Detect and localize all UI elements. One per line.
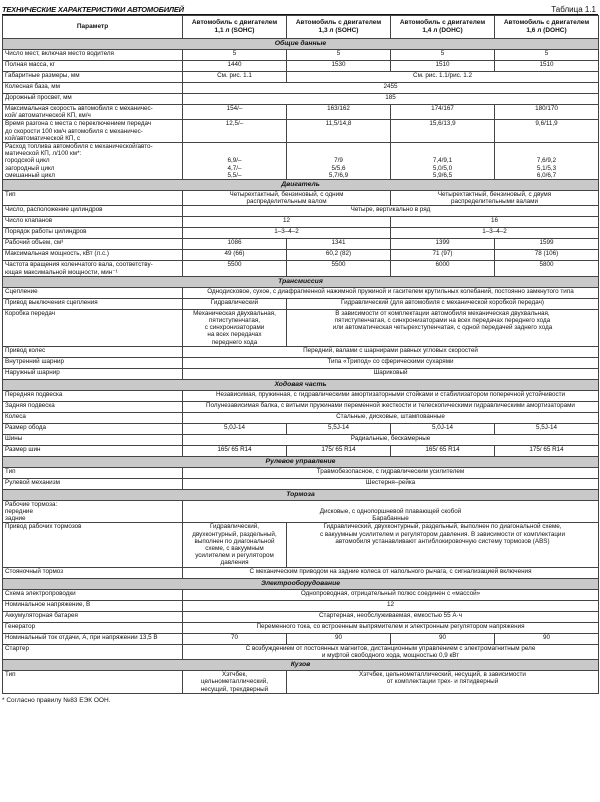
table-row xyxy=(3,423,599,434)
param-starter: Стартер xyxy=(3,644,183,659)
cell: 2455 xyxy=(183,83,599,94)
table-row xyxy=(3,357,599,368)
cell: Дисковые, с однопоршневой плавающей скобой Барабанные xyxy=(183,500,599,523)
table-row xyxy=(3,120,599,143)
param-body-type: Тип xyxy=(3,671,183,694)
param-current: Номинальный ток отдачи, А, при напряжении 13,5 В xyxy=(3,633,183,644)
table-row xyxy=(3,622,599,633)
cell: 165/ 65 R14 xyxy=(391,445,495,456)
table-row xyxy=(3,287,599,298)
table-row xyxy=(3,206,599,217)
header-engine-16: Автомобиль с двигателем 1,6 л (DOHC) xyxy=(495,16,599,39)
cell: Шариковый xyxy=(183,368,599,379)
table-row xyxy=(3,671,599,694)
document-title: ТЕХНИЧЕСКИЕ ХАРАКТЕРИСТИКИ АВТОМОБИЛЕЙ xyxy=(2,5,184,14)
param-voltage: Номинальное напряжение, В xyxy=(3,600,183,611)
cell: 1530 xyxy=(287,61,391,72)
cell: Четырехтактный, бензиновый, с двумя распределительными валами xyxy=(391,191,599,206)
cell: С механическим приводом на задние колеса от напольного рычага, с сигнализацией включения xyxy=(183,567,599,578)
cell: 6,9/– 4,7/– 5,5/– xyxy=(183,143,287,180)
table-row xyxy=(3,368,599,379)
cell: Стартерная, необслуживаемая, емкостью 55 А·ч xyxy=(183,611,599,622)
cell: 5800 xyxy=(495,261,599,276)
table-row xyxy=(3,50,599,61)
table-row xyxy=(3,94,599,105)
table-row xyxy=(3,143,599,180)
cell: Гидравлический xyxy=(183,298,287,309)
table-row xyxy=(3,261,599,276)
cell: Гидравлический, двухконтурный, раздельный, выполнен по диагональной схеме, с вакуумным усилителем и регулятором давления. В зависимости от комплектации автомобиля устанавливают антиблокировочную систему тормозов (ABS) xyxy=(287,523,599,567)
cell: 5 xyxy=(183,50,287,61)
table-row xyxy=(3,611,599,622)
table-row xyxy=(3,500,599,523)
param-fuel: Расход топлива автомобиля с механической/авто- матической КП, л/100 км*: городской цикл загородный цикл смешанный цикл xyxy=(3,143,183,180)
param-clutch-drive: Привод выключения сцепления xyxy=(3,298,183,309)
table-row xyxy=(3,478,599,489)
table-row xyxy=(3,445,599,456)
cell: 6000 xyxy=(391,261,495,276)
cell: 5,5J-14 xyxy=(287,423,391,434)
table-row xyxy=(3,191,599,206)
cell: Однопроводная, отрицательный полюс соединен с «массой» xyxy=(183,589,599,600)
param-speed: Максимальная скорость автомобиля с механичес- кой/ автоматической КП, км/ч xyxy=(3,105,183,120)
cell: 5500 xyxy=(183,261,287,276)
cell: 7/9 5/5,6 5,7/6,9 xyxy=(287,143,391,180)
param-rpm: Частота вращения коленчатого вала, соответству- ющая максимальной мощности, мин⁻¹ xyxy=(3,261,183,276)
cell: 5 xyxy=(495,50,599,61)
param-brake-drive: Привод рабочих тормозов xyxy=(3,523,183,567)
footnote: * Согласно правилу №83 ЕЭК ООН. xyxy=(2,696,111,704)
cell: 16 xyxy=(391,217,599,228)
cell: 1086 xyxy=(183,239,287,250)
cell: Полунезависимая балка, с витыми пружинами переменной жесткости и телескопическими гидравлическими амортизаторами xyxy=(183,401,599,412)
cell: Однодисковое, сухое, с диафрагменной нажимной пружиной и гасителем крутильных колебаний, постоянно замкнутого типа xyxy=(183,287,599,298)
param-clearance: Дорожный просвет, мм xyxy=(3,94,183,105)
cell: Передний, валами с шарнирами равных угловых скоростей xyxy=(183,346,599,357)
param-inner-joint: Внутренний шарнир xyxy=(3,357,183,368)
table-row xyxy=(3,644,599,659)
cell: 5,0J-14 xyxy=(183,423,287,434)
cell: 1–3–4–2 xyxy=(183,228,391,239)
cell: 15,6/13,9 xyxy=(391,120,495,143)
table-row xyxy=(3,434,599,445)
cell: Гидравлический, двухконтурный, раздельный, выполнен по диагональной схеме, с вакуумным усилителем и регулятором давления xyxy=(183,523,287,567)
param-dims: Габаритные размеры, мм xyxy=(3,72,183,83)
param-wheels: Колеса xyxy=(3,412,183,423)
cell: 90 xyxy=(495,633,599,644)
cell: См. рис. 1.1 xyxy=(183,72,287,83)
table-row xyxy=(3,309,599,346)
cell: С возбуждением от постоянных магнитов, дистанционным управлением с электромагнитным реле и муфтой свободного хода, мощностью 0,9 кВт xyxy=(183,644,599,659)
cell: 174/167 xyxy=(391,105,495,120)
section-general: Общие данные xyxy=(3,39,599,50)
cell: В зависимости от комплектации автомобиля механическая двухвальная, пятиступенчатая, с синхронизаторами на всех передачах переднего хода или автоматическая четырехступенчатая, с одной передачей заднего хода xyxy=(287,309,599,346)
cell: 180/170 xyxy=(495,105,599,120)
cell: 7,6/9,2 5,1/5,3 6,0/6,7 xyxy=(495,143,599,180)
table-row xyxy=(3,567,599,578)
cell: 1599 xyxy=(495,239,599,250)
cell: 49 (66) xyxy=(183,250,287,261)
section-body: Кузов xyxy=(3,660,599,671)
param-valves: Число клапанов xyxy=(3,217,183,228)
cell: Независимая, пружинная, с гидравлическими амортизаторными стойками и стабилизатором поперечной устойчивости xyxy=(183,390,599,401)
header-engine-11: Автомобиль с двигателем 1,1 л (SOHC) xyxy=(183,16,287,39)
cell: Четырехтактный, бензиновый, с одним распределительным валом xyxy=(183,191,391,206)
param-gearbox: Коробка передач xyxy=(3,309,183,346)
param-parking-brake: Стояночный тормоз xyxy=(3,567,183,578)
cell: 70 xyxy=(183,633,287,644)
header-engine-14: Автомобиль с двигателем 1,4 л (DOHC) xyxy=(391,16,495,39)
cell: 9,6/11,9 xyxy=(495,120,599,143)
param-power: Максимальная мощность, кВт (л.с.) xyxy=(3,250,183,261)
table-row xyxy=(3,523,599,567)
section-electrical: Электрооборудование xyxy=(3,578,599,589)
param-work-brakes: Рабочие тормоза: передние задние xyxy=(3,500,183,523)
section-transmission: Трансмиссия xyxy=(3,276,599,287)
cell: Гидравлический (для автомобиля с механической коробкой передач) xyxy=(287,298,599,309)
cell: 154/– xyxy=(183,105,287,120)
section-brakes: Тормоза xyxy=(3,489,599,500)
table-row xyxy=(3,83,599,94)
header-row xyxy=(3,16,599,39)
cell: Типа «Трипод» со сферическими сухарями xyxy=(183,357,599,368)
header-engine-13: Автомобиль с двигателем 1,3 л (SOHC) xyxy=(287,16,391,39)
param-generator: Генератор xyxy=(3,622,183,633)
cell: 163/162 xyxy=(287,105,391,120)
param-mass: Полная масса, кг xyxy=(3,61,183,72)
table-row xyxy=(3,412,599,423)
cell: 1–3–4–2 xyxy=(391,228,599,239)
cell: См. рис. 1.1/рис. 1.2 xyxy=(287,72,599,83)
param-cylinders: Число, расположение цилиндров xyxy=(3,206,183,217)
param-rim: Размер обода xyxy=(3,423,183,434)
cell: 90 xyxy=(391,633,495,644)
table-row xyxy=(3,600,599,611)
param-wheel-drive: Привод колес xyxy=(3,346,183,357)
table-row xyxy=(3,346,599,357)
table-row xyxy=(3,467,599,478)
param-engine-type: Тип xyxy=(3,191,183,206)
cell: 60,2 (82) xyxy=(287,250,391,261)
table-row xyxy=(3,228,599,239)
cell: 185 xyxy=(183,94,599,105)
param-rear-suspension: Задняя подвеска xyxy=(3,401,183,412)
cell: 11,5/14,8 xyxy=(287,120,391,143)
cell: 71 (97) xyxy=(391,250,495,261)
cell: Переменного тока, со встроенным выпрямителем и электронным регулятором напряжения xyxy=(183,622,599,633)
cell: 5 xyxy=(287,50,391,61)
cell: Хэтчбек, цельнометаллический, несущий, в зависимости от комплектации трех- и пятидверный xyxy=(287,671,599,694)
table-row xyxy=(3,105,599,120)
cell: 12 xyxy=(183,217,391,228)
table-row xyxy=(3,633,599,644)
cell: 165/ 65 R14 xyxy=(183,445,287,456)
param-volume: Рабочий объем, см³ xyxy=(3,239,183,250)
cell: 12 xyxy=(183,600,599,611)
param-firing-order: Порядок работы цилиндров xyxy=(3,228,183,239)
param-wiring: Схема электропроводки xyxy=(3,589,183,600)
table-row xyxy=(3,250,599,261)
cell: Механическая двухвальная, пятиступенчатая, с синхронизаторами на всех передачах переднего хода xyxy=(183,309,287,346)
table-row xyxy=(3,589,599,600)
cell: 175/ 65 R14 xyxy=(287,445,391,456)
cell: 5,0J-14 xyxy=(391,423,495,434)
section-engine: Двигатель xyxy=(3,180,599,191)
cell: Хэтчбек, цельнометаллический, несущий, трехдверный xyxy=(183,671,287,694)
cell: Четыре, вертикально в ряд xyxy=(183,206,599,217)
table-row xyxy=(3,239,599,250)
param-accel: Время разгона с места с переключением передач до скорости 100 км/ч автомобиля с механичес- кой/автоматической КП, с xyxy=(3,120,183,143)
table-row xyxy=(3,390,599,401)
cell: 1510 xyxy=(495,61,599,72)
cell: 5,5J-14 xyxy=(495,423,599,434)
table-row xyxy=(3,217,599,228)
cell: 12,5/– xyxy=(183,120,287,143)
table-row xyxy=(3,61,599,72)
param-clutch: Сцепление xyxy=(3,287,183,298)
cell: 90 xyxy=(287,633,391,644)
cell: 78 (106) xyxy=(495,250,599,261)
param-tyre-size: Размер шин xyxy=(3,445,183,456)
cell: 5500 xyxy=(287,261,391,276)
param-steering-mech: Рулевой механизм xyxy=(3,478,183,489)
cell: Травмобезопасное, с гидравлическим усилителем xyxy=(183,467,599,478)
param-front-suspension: Передняя подвеска xyxy=(3,390,183,401)
cell: Стальные, дисковые, штампованные xyxy=(183,412,599,423)
cell: Радиальные, бескамерные xyxy=(183,434,599,445)
cell: 7,4/9,1 5,0/5,0 5,9/6,5 xyxy=(391,143,495,180)
cell: 175/ 65 R14 xyxy=(495,445,599,456)
param-steering-type: Тип xyxy=(3,467,183,478)
cell: 1341 xyxy=(287,239,391,250)
section-steering: Рулевое управление xyxy=(3,456,599,467)
table-row xyxy=(3,298,599,309)
table-number: Таблица 1.1 xyxy=(551,5,596,14)
param-seats: Число мест, включая место водителя xyxy=(3,50,183,61)
param-wheelbase: Колесная база, мм xyxy=(3,83,183,94)
table-row xyxy=(3,72,599,83)
cell: 1399 xyxy=(391,239,495,250)
param-tyres: Шины xyxy=(3,434,183,445)
param-outer-joint: Наружный шарнир xyxy=(3,368,183,379)
section-chassis: Ходовая часть xyxy=(3,379,599,390)
cell: 1510 xyxy=(391,61,495,72)
table-row xyxy=(3,401,599,412)
cell: Шестерня–рейка xyxy=(183,478,599,489)
param-battery: Аккумуляторная батарея xyxy=(3,611,183,622)
spec-table xyxy=(2,15,599,694)
header-parameter: Параметр xyxy=(3,16,183,39)
page-header xyxy=(2,0,598,15)
cell: 5 xyxy=(391,50,495,61)
cell: 1440 xyxy=(183,61,287,72)
